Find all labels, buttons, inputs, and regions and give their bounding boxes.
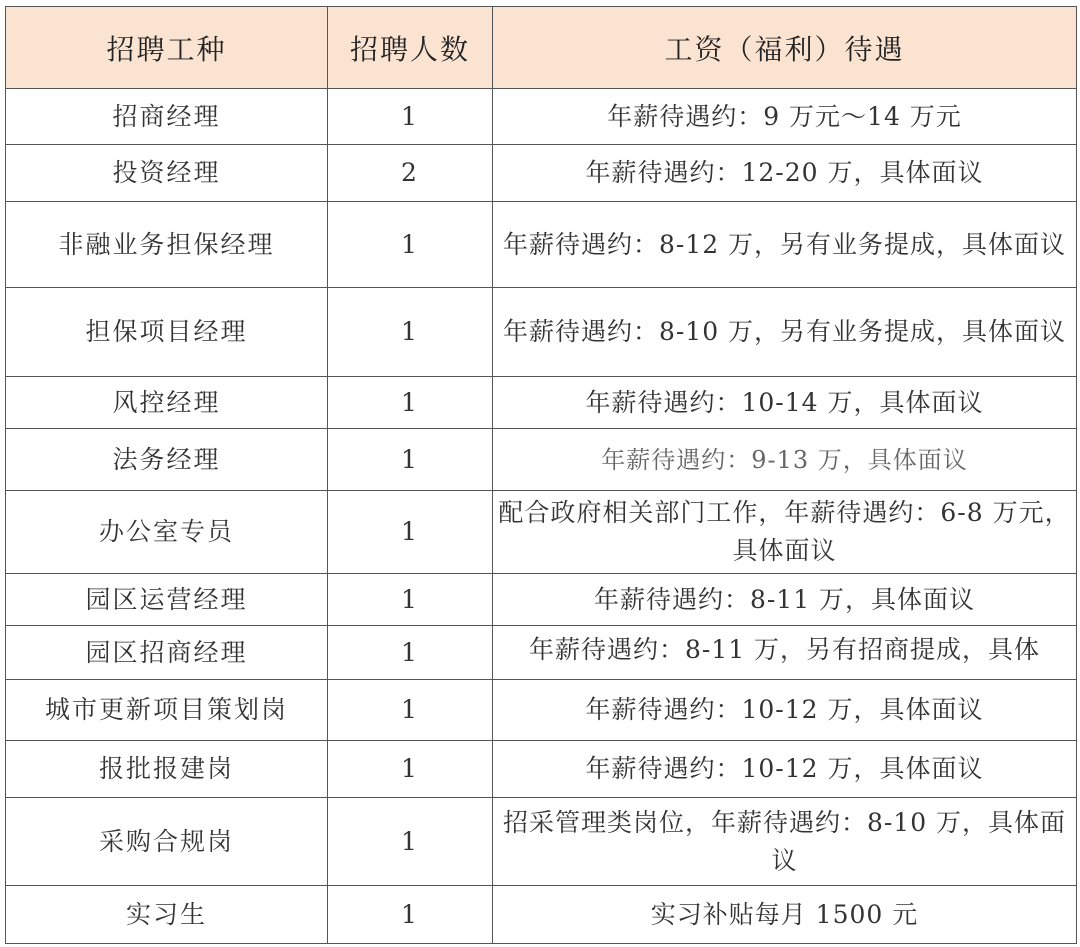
job-cell: 办公室专员 [6,491,328,574]
job-cell: 园区招商经理 [6,626,328,680]
header-pay: 工资（福利）待遇 [493,7,1077,89]
pay-cell: 实习补贴每月 1500 元 [493,886,1077,944]
recruitment-table [5,6,1077,944]
job-cell: 采购合规岗 [6,798,328,886]
count-cell: 1 [328,491,493,574]
count-cell: 1 [328,429,493,491]
pay-cell-clipped-text: 年薪待遇约：8-11 万，另有招商提成，具体 [528,635,1041,664]
table-header [6,7,1077,89]
table-row [6,429,1077,491]
count-cell: 1 [328,574,493,626]
job-cell: 投资经理 [6,145,328,202]
count-cell: 2 [328,145,493,202]
pay-cell: 年薪待遇约：10-12 万，具体面议 [493,741,1077,798]
count-cell: 1 [328,89,493,145]
count-cell: 1 [328,886,493,944]
count-cell: 1 [328,680,493,741]
pay-cell: 年薪待遇约：10-14 万，具体面议 [493,377,1077,429]
pay-cell: 年薪待遇约：8-12 万，另有业务提成，具体面议 [493,202,1077,288]
table-row [6,741,1077,798]
job-cell: 非融业务担保经理 [6,202,328,288]
table-row [6,377,1077,429]
pay-cell: 配合政府相关部门工作，年薪待遇约：6-8 万元，具体面议 [493,491,1077,574]
pay-cell: 年薪待遇约：9-13 万，具体面议 [493,429,1077,491]
job-cell: 担保项目经理 [6,288,328,377]
table-body [6,89,1077,944]
table-row [6,145,1077,202]
job-cell: 招商经理 [6,89,328,145]
table-row [6,574,1077,626]
job-cell: 法务经理 [6,429,328,491]
pay-cell: 年薪待遇约：10-12 万，具体面议 [493,680,1077,741]
pay-cell: 年薪待遇约：8-11 万，具体面议 [493,574,1077,626]
header-row [6,7,1077,89]
job-cell: 城市更新项目策划岗 [6,680,328,741]
table-row [6,680,1077,741]
table-row [6,626,1077,680]
table-row [6,202,1077,288]
count-cell: 1 [328,741,493,798]
pay-cell: 年薪待遇约：8-10 万，另有业务提成，具体面议 [493,288,1077,377]
table-row [6,288,1077,377]
header-count: 招聘人数 [328,7,493,89]
count-cell: 1 [328,288,493,377]
job-cell: 风控经理 [6,377,328,429]
header-job: 招聘工种 [6,7,328,89]
pay-cell [493,626,1077,680]
pay-cell: 年薪待遇约：12-20 万，具体面议 [493,145,1077,202]
pay-cell: 年薪待遇约：9 万元～14 万元 [493,89,1077,145]
table-row [6,798,1077,886]
count-cell: 1 [328,798,493,886]
job-cell: 园区运营经理 [6,574,328,626]
count-cell: 1 [328,202,493,288]
job-cell: 实习生 [6,886,328,944]
count-cell: 1 [328,377,493,429]
job-cell: 报批报建岗 [6,741,328,798]
count-cell: 1 [328,626,493,680]
table-row [6,89,1077,145]
pay-cell: 招采管理类岗位，年薪待遇约：8-10 万，具体面议 [493,798,1077,886]
table-row [6,491,1077,574]
table-row [6,886,1077,944]
